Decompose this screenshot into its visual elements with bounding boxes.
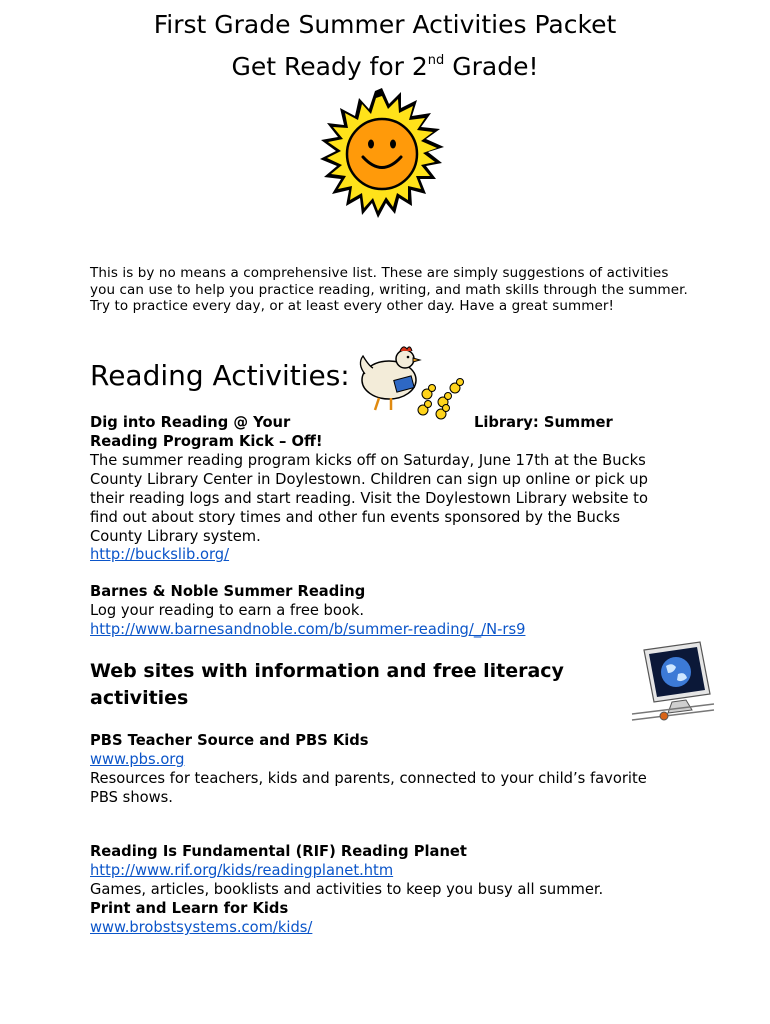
- barnes-noble-title: Barnes & Noble Summer Reading: [90, 583, 366, 600]
- rif-body: Games, articles, booklists and activities to keep you busy all summer.: [90, 881, 604, 898]
- body-line: The summer reading program kicks off on Saturday, June 17th at the Bucks: [90, 452, 646, 469]
- rif-title: Reading Is Fundamental (RIF) Reading Planet: [90, 843, 467, 860]
- subtitle-text-end: Grade!: [444, 52, 539, 81]
- body-line: their reading logs and start reading. Visit the Doylestown Library website to: [90, 490, 648, 507]
- dig-into-reading-title-part2: Library: Summer: [474, 414, 613, 431]
- barnes-noble-body: Log your reading to earn a free book.: [90, 602, 365, 619]
- print-learn-title: Print and Learn for Kids: [90, 900, 289, 917]
- websites-heading: Web sites with information and free literacy activities: [90, 660, 564, 709]
- pbs-title: PBS Teacher Source and PBS Kids: [90, 732, 369, 749]
- buckslib-link[interactable]: http://buckslib.org/: [90, 546, 230, 563]
- hen-reading-with-chicks-icon: [355, 344, 467, 422]
- body-line: County Library system.: [90, 528, 261, 545]
- pbs-link[interactable]: www.pbs.org: [90, 751, 185, 768]
- subtitle-text: Get Ready for 2: [231, 52, 428, 81]
- dig-into-reading-title-part3: Reading Program Kick – Off!: [90, 433, 323, 450]
- dig-into-reading-body: [90, 451, 648, 546]
- barnes-noble-link[interactable]: http://www.barnesandnoble.com/b/summer-reading/_/N-rs9: [90, 621, 526, 638]
- pbs-body: [90, 769, 647, 807]
- page-subtitle: [0, 52, 770, 81]
- body-line: PBS shows.: [90, 789, 173, 806]
- intro-paragraph: This is by no means a comprehensive list. These are simply suggestions of activities you can use to help you practice reading, writing, and math skills through the summer. Try to practice every day, or at least every other day. Have a great summer!: [90, 265, 688, 314]
- subtitle-superscript: nd: [427, 53, 445, 68]
- smiling-sun-icon: [311, 88, 453, 220]
- page-title: First Grade Summer Activities Packet: [153, 10, 617, 39]
- body-line: Resources for teachers, kids and parents, connected to your child’s favorite: [90, 770, 647, 787]
- computer-monitor-globe-icon: [630, 640, 718, 728]
- dig-into-reading-title-part1: Dig into Reading @ Your: [90, 414, 291, 431]
- reading-activities-heading: Reading Activities:: [90, 359, 350, 392]
- body-line: find out about story times and other fun events sponsored by the Bucks: [90, 509, 621, 526]
- body-line: County Library Center in Doylestown. Children can sign up online or pick up: [90, 471, 648, 488]
- rif-link[interactable]: http://www.rif.org/kids/readingplanet.htm: [90, 862, 394, 879]
- print-learn-link[interactable]: www.brobstsystems.com/kids/: [90, 919, 313, 936]
